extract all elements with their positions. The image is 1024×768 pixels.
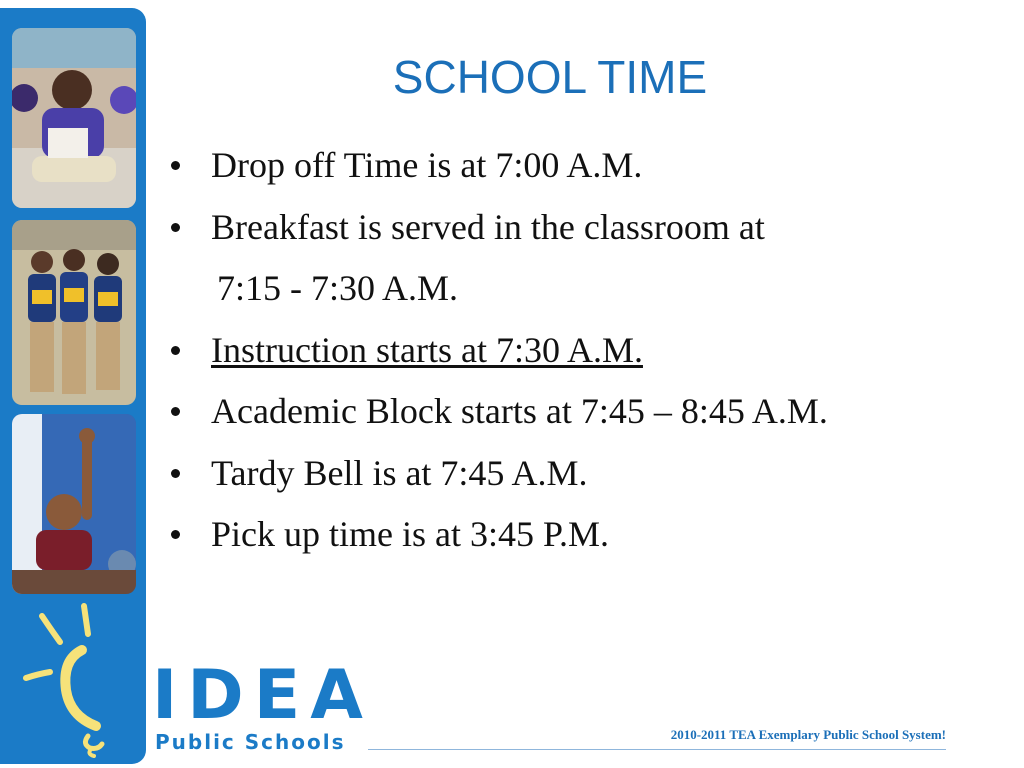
bullet-text: 7:15 - 7:30 A.M. [217,268,459,308]
photo-students-jackets [12,220,136,405]
footer-divider [368,749,946,750]
footer-tagline: 2010-2011 TEA Exemplary Public School System! [670,727,946,742]
bullet-text: Tardy Bell is at 7:45 A.M. [211,452,588,493]
bullet-item [165,207,985,247]
bullet-item [165,145,985,185]
bullet-continuation [165,268,985,308]
bullet-dot-icon [171,346,180,355]
photo-student-writing [12,28,136,208]
bullet-item [165,453,985,493]
bullet-text: Drop off Time is at 7:00 A.M. [211,145,643,185]
bullet-text: Pick up time is at 3:45 P.M. [211,514,610,554]
bullet-item [165,330,985,370]
bullet-item [165,391,985,431]
bullet-item [165,514,985,554]
photo-student-raising-hand [12,414,136,594]
slide-title: SCHOOL TIME [392,51,708,103]
sidebar [0,0,146,768]
bullet-dot-icon [171,223,180,232]
bullet-text: Instruction starts at 7:30 A.M. [211,329,643,370]
sun-logo-icon [22,598,122,758]
bullet-text: Breakfast is served in the classroom at [211,206,765,247]
idea-logo-word: IDEA [152,656,373,735]
bullet-dot-icon [171,469,180,478]
bullet-list [165,145,985,576]
idea-logo-subtitle: Public Schools [155,730,346,754]
bullet-text: Academic Block starts at 7:45 – 8:45 A.M. [211,391,828,431]
bullet-dot-icon [171,407,180,416]
bullet-dot-icon [171,161,180,170]
bullet-dot-icon [171,530,180,539]
